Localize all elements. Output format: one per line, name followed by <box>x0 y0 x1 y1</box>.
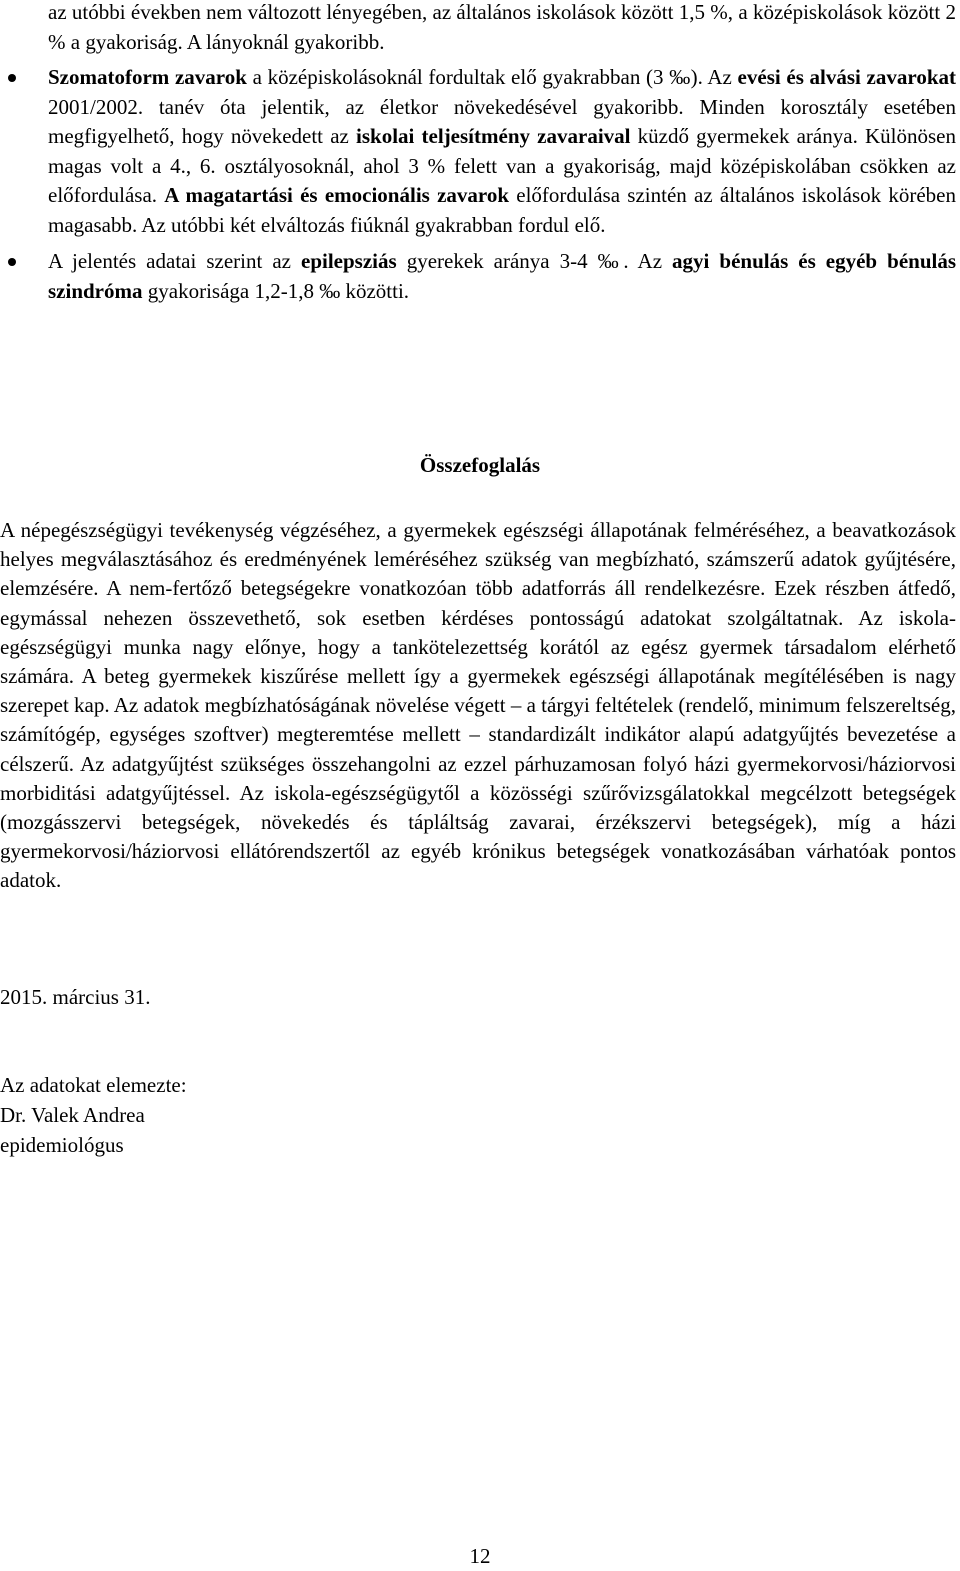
bold-term: Szomatoform zavarok <box>48 65 247 89</box>
bullet-item-continued <box>0 0 960 57</box>
bullet-text: előfordulása szintén az általános iskolások körében magasabb. Az utóbbi két elváltozás fiúknál gyakrabban fordul elő. <box>48 183 956 237</box>
analyst-name: Dr. Valek Andrea <box>0 1103 145 1127</box>
bullet-text: A jelentés adatai szerint az <box>48 249 301 273</box>
section-heading: Összefoglalás <box>419 453 541 477</box>
bold-term: A magatartási és emocionális zavarok <box>164 183 510 207</box>
bold-term: iskolai teljesítmény zavaraival <box>356 124 631 148</box>
bullet-icon <box>8 258 16 266</box>
bullet-text: gyakorisága 1,2-1,8 ‰ közötti. <box>142 278 410 303</box>
page-number: 12 <box>469 1544 491 1568</box>
bold-term: epilepsziás <box>301 249 397 273</box>
analyst-title: epidemiológus <box>0 1133 124 1157</box>
bullet-item-somatoform <box>0 63 960 240</box>
bullet-text: a középiskolásoknál fordultak elő gyakrabban (3 ‰). Az <box>246 65 738 89</box>
bold-term: agyi bénulás és egyéb bénulás szindróma <box>48 249 956 303</box>
bullet-item-epilepsy <box>0 247 960 306</box>
bullet-list <box>0 0 960 306</box>
document-date: 2015. március 31. <box>0 985 151 1009</box>
bullet-text: 2001/2002. tanév óta jelentik, az életkor növekedésével gyakoribb. Minden korosztály esetében megfigyelhető, hogy növekedett az <box>48 94 956 148</box>
bullet-item-text: az utóbbi években nem változott lényegében, az általános iskolások között 1,5 %, a középiskolások között 2 % a gyakoriság. A lányoknál gyakoribb. <box>48 0 956 54</box>
bullet-icon <box>8 74 16 82</box>
bold-term: evési és alvási zavarokat <box>737 65 956 89</box>
analyst-label: Az adatokat elemezte: <box>0 1073 187 1097</box>
summary-paragraph: A népegészségügyi tevékenység végzéséhez, a gyermekek egészségi állapotának felméréséhez, a beavatkozások helyes megválasztásához és eredményének leméréséhez szükség van megbízható, számszerű adatok gyűjtésére, elemzésére. A nem-fertőző betegségekre vonatkozóan több adatforrás áll rendelkezésre. Ezek részben átfedő, egymással nehezen összevethető, sok esetben kérdéses pontosságú adatokat szolgáltatnak. Az iskola-egészségügyi munka nagy előnye, hogy a tankötelezettség korától az egész gyermek társadalom elérhető számára. A beteg gyermekek kiszűrése mellett így a gyermekek egészségi állapotának megítélésében is nagy szerepet kap. Az adatok megbízhatóságának növelése végett – a tárgyi feltételek (rendelő, minimum felszereltség, számítógép, egységes szoftver) megteremtése mellett – standardizált indikátor alapú adatgyűjtés bevezetése a célszerű. Az adatgyűjtést szükséges összehangolni az ezzel párhuzamosan folyó házi gyermekorvosi/háziorvosi morbiditási adatgyűjtéssel. Az iskola-egészségügytől a közösségi szűrővizsgálatokkal megcélzott betegségek (mozgásszervi betegségek, növekedés és tápláltság zavarai, érzékszervi betegségek), míg a házi gyermekorvosi/háziorvosi ellátórendszertől az egyéb krónikus betegségek vonatkozásában várhatóak pontos adatok. <box>0 518 956 893</box>
bullet-text: gyerekek aránya 3-4 ‰. Az <box>396 249 673 273</box>
bullet-text: küzdő gyermekek aránya. Különösen magas volt a 4., 6. osztályosoknál, ahol 3 % felett van a gyakoriság, majd középiskolában csökken az előfordulása. <box>48 124 956 207</box>
signature-block <box>0 1070 187 1160</box>
